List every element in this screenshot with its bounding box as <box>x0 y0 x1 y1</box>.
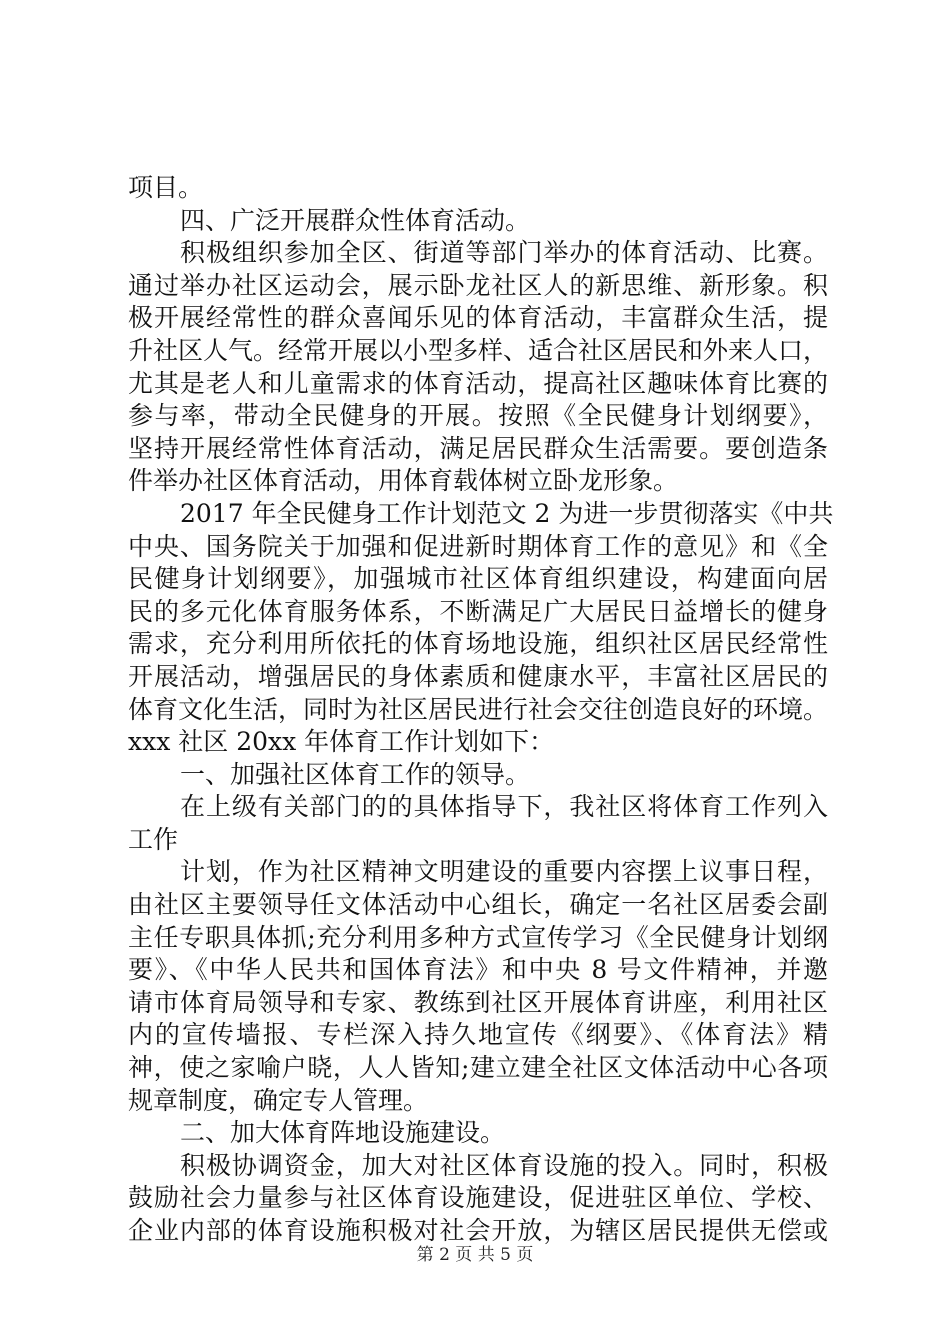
text-line: 升社区人气。经常开展以小型多样、适合社区居民和外来人口， <box>128 335 829 365</box>
text-line: 由社区主要领导任文体活动中心组长，确定一名社区居委会副 <box>128 890 828 920</box>
text-line: 积极协调资金，加大对社区体育设施的投入。同时，积极 <box>180 1150 828 1180</box>
page-number-footer: 第 2 页 共 5 页 <box>416 1245 534 1265</box>
text-line: 项目。 <box>128 173 204 202</box>
text-line: 神，使之家喻户晓，人人皆知;建立建全社区文体活动中心各项 <box>128 1053 828 1083</box>
section-heading: 二、加大体育阵地设施建设。 <box>180 1118 506 1148</box>
text-line: 内的宣传墙报、专栏深入持久地宣传《纲要》、《体育法》精 <box>128 1020 828 1050</box>
text-line: 规章制度，确定专人管理。 <box>128 1085 429 1115</box>
text-line: 鼓励社会力量参与社区体育设施建设，促进驻区单位、学校、 <box>128 1183 828 1213</box>
section-heading: 一、加强社区体育工作的领导。 <box>180 759 531 789</box>
text-line: 在上级有关部门的的具体指导下，我社区将体育工作列入 <box>180 792 828 822</box>
text-line: xxx 社区 20xx 年体育工作计划如下： <box>128 727 555 757</box>
text-line: 中央、国务院关于加强和促进新时期体育工作的意见》和《全 <box>128 531 828 561</box>
text-line: 件举办社区体育活动，用体育载体树立卧龙形象。 <box>128 466 679 496</box>
text-line: 工作 <box>128 824 179 854</box>
text-line: 积极组织参加全区、街道等部门举办的体育活动、比赛。 <box>180 238 828 268</box>
text-line: 请市体育局领导和专家、教练到社区开展体育讲座，利用社区 <box>128 987 828 1017</box>
text-line: 民的多元化体育服务体系，不断满足广大居民日益增长的健身 <box>128 596 828 626</box>
text-line: 极开展经常性的群众喜闻乐见的体育活动，丰富群众生活，提 <box>128 303 828 333</box>
text-line: 企业内部的体育设施积极对社会开放，为辖区居民提供无偿或 <box>128 1216 828 1245</box>
document-body <box>128 172 834 1248</box>
section-heading: 四、广泛开展群众性体育活动。 <box>180 205 531 235</box>
text-line: 民健身计划纲要》，加强城市社区体育组织建设，构建面向居 <box>128 564 828 594</box>
text-line: 需求，充分利用所依托的体育场地设施，组织社区居民经常性 <box>128 629 828 659</box>
text-line: 通过举办社区运动会，展示卧龙社区人的新思维、新形象。积 <box>128 270 828 300</box>
text-line: 开展活动，增强居民的身体素质和健康水平，丰富社区居民的 <box>128 661 828 691</box>
text-line: 2017 年全民健身工作计划范文 2 为进一步贯彻落实《中共 <box>180 498 834 528</box>
text-line: 要》、《中华人民共和国体育法》和中央 8 号文件精神，并邀 <box>128 955 828 985</box>
text-line: 坚持开展经常性体育活动，满足居民群众生活需要。要创造条 <box>128 433 828 463</box>
text-line: 体育文化生活，同时为社区居民进行社会交往创造良好的环境。 <box>128 694 829 724</box>
text-line: 尤其是老人和儿童需求的体育活动，提高社区趣味体育比赛的 <box>128 368 828 398</box>
text-line: 参与率，带动全民健身的开展。按照《全民健身计划纲要》， <box>128 401 828 431</box>
text-line: 主任专职具体抓;充分利用多种方式宣传学习《全民健身计划纲 <box>128 922 828 952</box>
text-line: 计划，作为社区精神文明建设的重要内容摆上议事日程， <box>180 857 828 887</box>
